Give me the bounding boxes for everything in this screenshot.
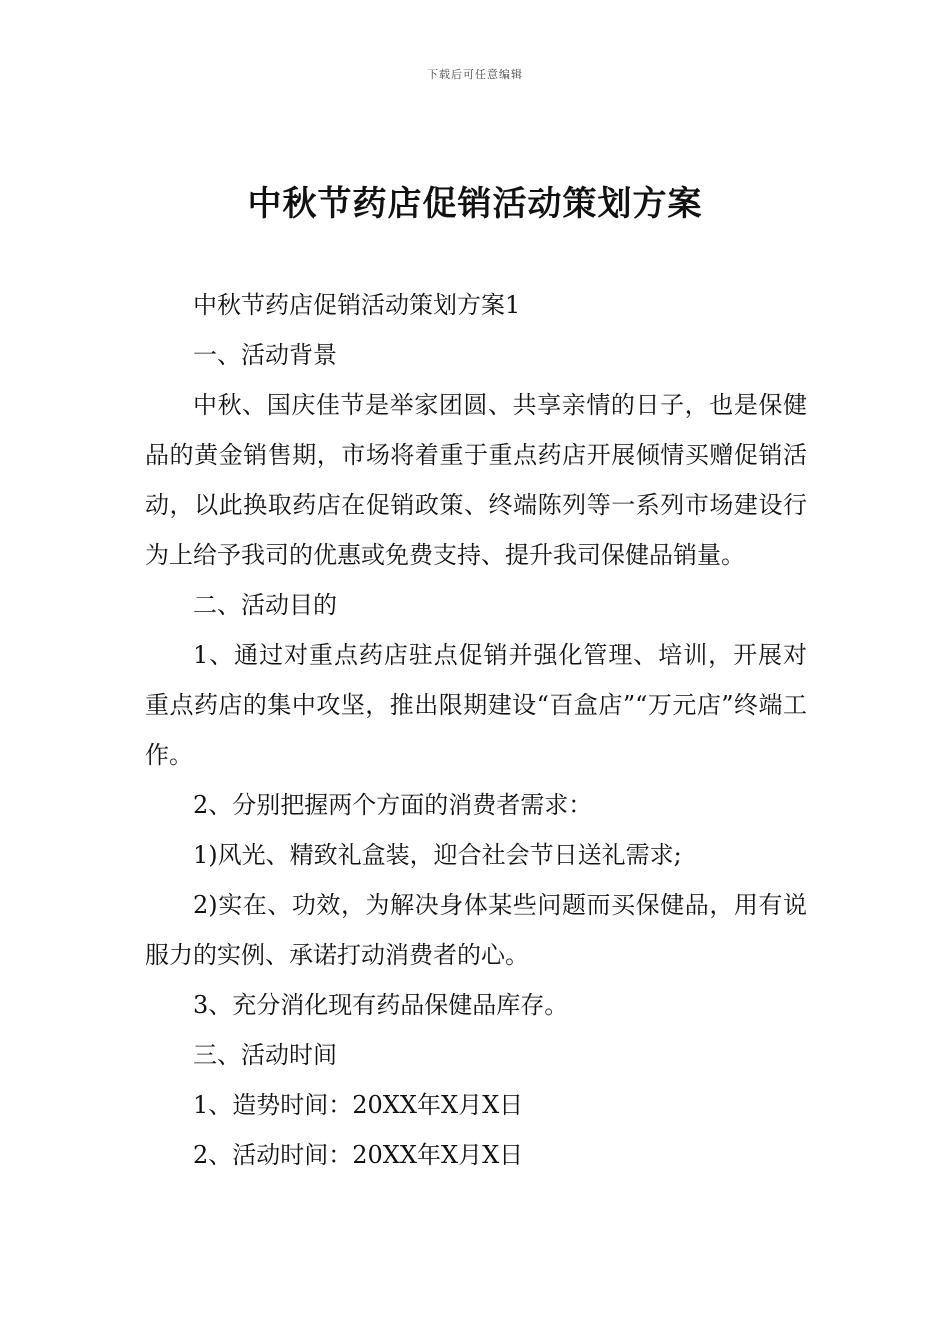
paragraph-purpose-2-1: 1)风光、精致礼盒装，迎合社会节日送礼需求; bbox=[193, 841, 682, 869]
paragraph-purpose-2: 2、分别把握两个方面的消费者需求： bbox=[193, 791, 593, 819]
section-heading-purpose: 二、活动目的 bbox=[193, 591, 337, 619]
section-heading-background: 一、活动背景 bbox=[193, 341, 337, 369]
paragraph-background: 中秋、国庆佳节是举家团圆、共享亲情的日子，也是保健品的黄金销售期，市场将着重于重点药店开展倾情买赠促销活动，以此换取药店在促销政策、终端陈列等一系列市场建设行为上给予我司的优惠或免费支持、提升我司保健品销量。 bbox=[145, 391, 807, 569]
document-body bbox=[145, 280, 807, 1180]
paragraph-time-1: 1、造势时间：20XX年X月X日 bbox=[193, 1091, 524, 1119]
paragraph-subtitle: 中秋节药店促销活动策划方案1 bbox=[193, 291, 521, 319]
document-title: 中秋节药店促销活动策划方案 bbox=[247, 184, 703, 224]
section-heading-time: 三、活动时间 bbox=[193, 1041, 337, 1069]
page-header-note: 下载后可任意编辑 bbox=[427, 68, 523, 81]
paragraph-purpose-2-2: 2)实在、功效，为解决身体某些问题而买保健品，用有说服力的实例、承诺打动消费者的心。 bbox=[145, 891, 807, 969]
paragraph-purpose-3: 3、充分消化现有药品保健品库存。 bbox=[193, 991, 569, 1019]
paragraph-purpose-1: 1、通过对重点药店驻点促销并强化管理、培训，开展对重点药店的集中攻坚，推出限期建设“百盒店”“万元店”终端工作。 bbox=[145, 641, 807, 769]
paragraph-time-2: 2、活动时间：20XX年X月X日 bbox=[193, 1141, 524, 1169]
